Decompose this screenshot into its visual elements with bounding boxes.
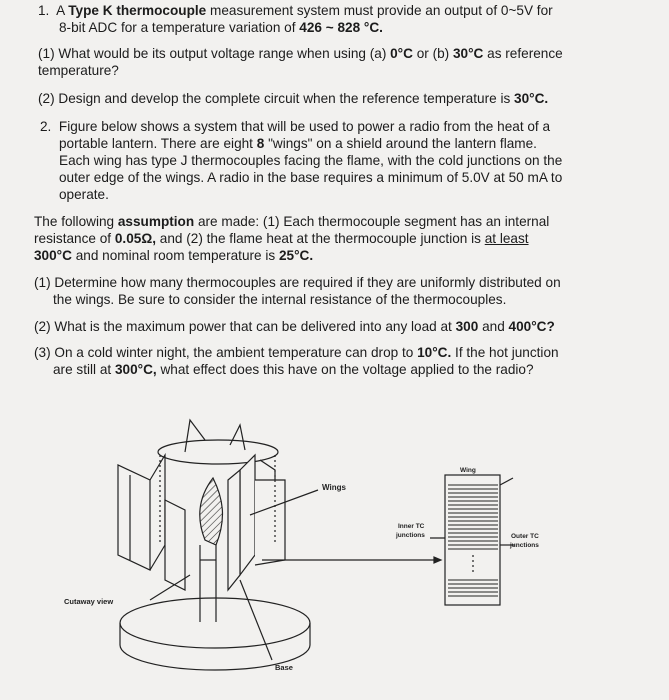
- label-outer-tc-1: Outer TC: [511, 533, 539, 540]
- q2-wing-count: 8: [256, 136, 265, 151]
- q2-sub3-line2-rest: what effect does this have on the voltage applied to the radio?: [156, 362, 534, 377]
- assumption-rest: are made: (1) Each thermocouple segment has an internal: [194, 214, 550, 229]
- q1-number: 1.: [38, 3, 50, 18]
- q1-part2-temp: 30°C.: [514, 91, 549, 106]
- q1-part1-or: or (b): [412, 46, 453, 61]
- q1-part1-text: (1) What would be its output voltage range when using (a): [38, 46, 391, 61]
- q1-temp-range: 426 ~ 828 °C.: [299, 20, 383, 35]
- base: [120, 598, 310, 670]
- q1-part1-end: as reference: [483, 46, 563, 61]
- top-prong-left: [185, 420, 205, 452]
- q2-sub2-temp-2: 400°C?: [508, 319, 555, 334]
- q1-part2-text: (2) Design and develop the complete circuit when the reference temperature is: [38, 91, 515, 106]
- q2-line-5: operate.: [59, 187, 109, 202]
- assumption-room-text: and nominal room temperature is: [71, 248, 279, 263]
- q2-sub2-and: and: [478, 319, 509, 334]
- q2-text-2: portable lantern. There are eight: [59, 136, 257, 151]
- label-inner-tc-1: Inner TC: [398, 523, 425, 530]
- q2-text-2-rest: "wings" on a shield around the lantern flame.: [264, 136, 537, 151]
- top-prong-right: [230, 425, 245, 450]
- label-cutaway: Cutaway view: [64, 597, 114, 606]
- assumption-at-least: at least: [484, 231, 529, 246]
- label-wings: Wings: [322, 483, 346, 492]
- q2-sub3-text: (3) On a cold winter night, the ambient temperature can drop to: [34, 345, 418, 360]
- assumption-hot-temp: 300°C: [34, 248, 72, 263]
- assumption-heat-text: and (2) the flame heat at the thermocouple junction is: [156, 231, 485, 246]
- q2-sub3-hot-temp: 300°C,: [114, 362, 157, 377]
- q2-sub3-line2-text: are still at: [53, 362, 115, 377]
- q2-sub1-line-2: the wings. Be sure to consider the internal resistance of the thermocouples.: [53, 292, 507, 307]
- q1-intro-rest: measurement system must provide an output of 0~5V for: [206, 3, 553, 18]
- label-inner-tc-2: junctions: [396, 532, 425, 539]
- assumption-resistance-text: resistance of: [34, 231, 115, 246]
- q2-sub2-temp-1: 300: [455, 319, 479, 334]
- label-wing: Wing: [460, 467, 476, 474]
- wing-detail: [445, 475, 515, 605]
- q2-sub3-rest: If the hot junction: [451, 345, 559, 360]
- q2-text-1: Figure below shows a system that will be used to power a radio from the heat of a: [58, 119, 551, 134]
- q2-sub1-line-1: (1) Determine how many thermocouples are required if they are uniformly distributed on: [34, 275, 561, 290]
- flame: [200, 478, 223, 545]
- q1-part1-ref-b: 30°C: [452, 46, 484, 61]
- label-outer-tc-2: junctions: [510, 542, 539, 549]
- label-base: Base: [275, 663, 293, 672]
- q1-part1-ref-a: 0°C: [390, 46, 413, 61]
- q2-line-3: Each wing has type J thermocouples facing the flame, with the cold junctions on the: [59, 153, 563, 168]
- q2-line-4: outer edge of the wings. A radio in the base requires a minimum of 5.0V at 50 mA to: [59, 170, 563, 185]
- assumption-intro: The following: [34, 214, 118, 229]
- q1-intro-bold: Type K thermocouple: [68, 3, 207, 18]
- q2-number: 2.: [40, 119, 52, 134]
- q2-sub3-temp: 10°C.: [417, 345, 452, 360]
- q1-line2-text: 8-bit ADC for a temperature variation of: [59, 20, 300, 35]
- assumption-resistance-value: 0.05Ω,: [114, 231, 156, 246]
- assumption-word: assumption: [117, 214, 195, 229]
- q2-sub2-text: (2) What is the maximum power that can be delivered into any load at: [34, 319, 456, 334]
- assumption-room-temp: 25°C.: [278, 248, 314, 263]
- q1-part1-line-2: temperature?: [38, 63, 119, 78]
- q1-intro: A: [56, 3, 69, 18]
